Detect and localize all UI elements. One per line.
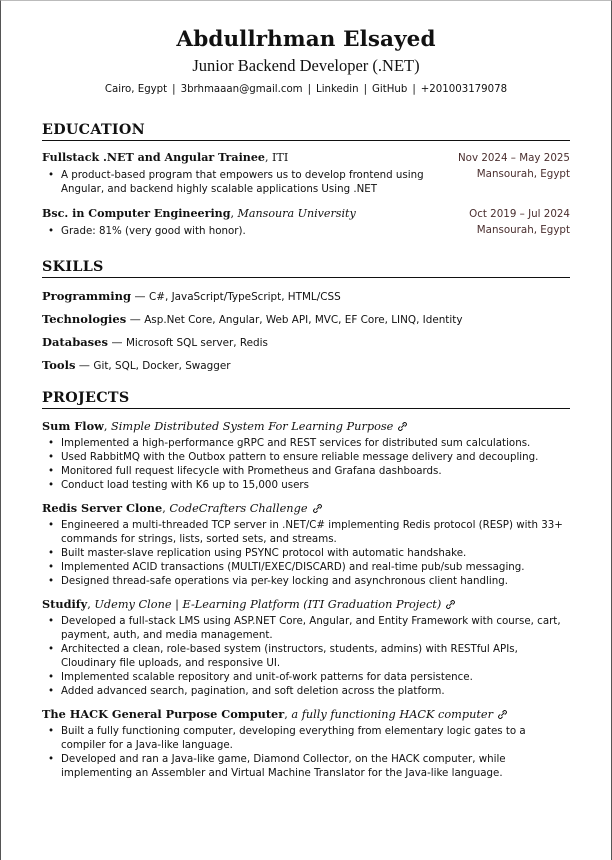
project-entry [42, 419, 570, 492]
contact-phone[interactable]: +201003179078 [420, 84, 508, 95]
project-name: Studify [42, 597, 88, 611]
project-bullet: • Developed and ran a Java-like game, Diamond Collector, on the HACK computer, while implementing an Assembler and Virtual Machine Translator for the Java-like language. [42, 752, 570, 780]
project-bullet: • Used RabbitMQ with the Outbox pattern to ensure reliable message delivery and decoupling. [42, 450, 570, 464]
project-subtitle: CodeCrafters Challenge [169, 502, 308, 515]
skill-value: Microsoft SQL server, Redis [125, 337, 268, 349]
skill-row [42, 335, 570, 350]
link-icon[interactable] [446, 600, 455, 609]
project-entry [42, 597, 570, 698]
project-bullet: • Implemented scalable repository and unit-of-work patterns for data persistence. [42, 670, 570, 684]
project-name: The HACK General Purpose Computer [42, 707, 285, 721]
contact-separator: | [172, 84, 176, 95]
candidate-role: Junior Backend Developer (.NET) [192, 56, 420, 75]
skill-value: Asp.Net Core, Angular, Web API, MVC, EF Core, LINQ, Identity [144, 314, 463, 326]
project-name: Sum Flow [42, 419, 104, 433]
skill-row [42, 358, 570, 373]
education-institution: ITI [272, 151, 289, 164]
project-name: Redis Server Clone [42, 501, 163, 515]
skills-list [42, 289, 570, 373]
education-degree: Fullstack .NET and Angular Trainee [42, 151, 265, 164]
skill-value: Git, SQL, Docker, Swagger [93, 360, 231, 372]
education-location: Mansourah, Egypt [476, 168, 570, 180]
contact-email[interactable]: 3brhmaaan@gmail.com [180, 84, 303, 95]
contact-github-link[interactable]: GitHub [372, 84, 408, 95]
education-dates: Oct 2019 – Jul 2024 [469, 208, 570, 220]
skill-label: Databases [42, 335, 108, 349]
skill-row [42, 312, 570, 327]
education-bullet: • Grade: 81% (very good with honor). [42, 224, 570, 238]
education-section-title: EDUCATION [42, 121, 570, 141]
link-icon[interactable] [398, 422, 407, 431]
contact-separator: | [412, 84, 416, 95]
education-dates: Nov 2024 – May 2025 [457, 152, 570, 164]
project-subtitle: Udemy Clone | E-Learning Platform (ITI Graduation Project) [94, 598, 442, 611]
skill-label: Programming [42, 289, 132, 303]
education-location: Mansourah, Egypt [476, 224, 570, 236]
project-heading: Sum Flow, Simple Distributed System For Learning Purpose [42, 419, 570, 434]
project-subtitle: a fully functioning HACK computer [291, 708, 494, 721]
education-entry: Fullstack .NET and Angular Trainee, ITI Nov 2024 – May 2025 [42, 151, 570, 164]
project-bullet: • Engineered a multi-threaded TCP server in .NET/C# implementing Redis protocol (RESP) with 33+ commands for strings, lists, sorted sets, and streams. [42, 518, 570, 546]
education-details [42, 168, 570, 196]
contact-line [42, 83, 570, 97]
project-bullet: • Designed thread-safe operations via per-key locking and asynchronous client handling. [42, 574, 570, 588]
project-bullet: • Built master-slave replication using PSYNC protocol with automatic handshake. [42, 546, 570, 560]
project-bullet: • Built a fully functioning computer, developing everything from elementary logic gates to a compiler for a Java-like language. [42, 724, 570, 752]
skill-dash: — [126, 313, 145, 326]
skill-value: C#, JavaScript/TypeScript, HTML/CSS [149, 291, 341, 303]
contact-separator: | [363, 84, 368, 95]
project-bullet: • Conduct load testing with K6 up to 15,000 users [42, 478, 570, 492]
education-entry: Bsc. in Computer Engineering, Mansoura University Oct 2019 – Jul 2024 [42, 207, 570, 220]
skill-dash: — [75, 359, 94, 372]
projects-section-title: PROJECTS [42, 389, 570, 409]
project-bullet: • Implemented a high-performance gRPC and REST services for distributed sum calculations. [42, 436, 570, 450]
project-bullet: • Developed a full-stack LMS using ASP.NET Core, Angular, and Entity Framework with course, cart, payment, auth, and media management. [42, 614, 570, 642]
skill-label: Tools [42, 358, 76, 372]
education-institution: Mansoura University [237, 207, 356, 220]
project-subtitle: Simple Distributed System For Learning Purpose [111, 420, 394, 433]
link-icon[interactable] [498, 710, 507, 719]
project-heading: Studify, Udemy Clone | E-Learning Platform (ITI Graduation Project) [42, 597, 570, 612]
candidate-name: Abdullrhman Elsayed [176, 27, 436, 52]
project-heading: Redis Server Clone, CodeCrafters Challenge [42, 501, 570, 516]
project-entry [42, 707, 570, 780]
project-entry [42, 501, 570, 588]
education-degree: Bsc. in Computer Engineering [42, 207, 231, 220]
project-bullet: • Implemented ACID transactions (MULTI/EXEC/DISCARD) and real-time pub/sub messaging. [42, 560, 570, 574]
education-bullet: • A product-based program that empowers us to develop frontend using Angular, and backend highly scalable applications Using .NET [42, 168, 432, 196]
project-heading: The HACK General Purpose Computer, a fully functioning HACK computer [42, 707, 570, 722]
education-details [42, 224, 570, 238]
contact-location: Cairo, Egypt [104, 84, 168, 95]
contact-separator: | [307, 84, 312, 95]
skill-label: Technologies [42, 312, 127, 326]
project-bullet: • Architected a clean, role-based system (instructors, students, admins) with RESTful APIs, Cloudinary file uploads, and responsive UI. [42, 642, 570, 670]
project-bullet: • Added advanced search, pagination, and soft deletion across the platform. [42, 684, 570, 698]
skill-dash: — [131, 290, 150, 303]
contact-linkedin-link[interactable]: Linkedin [316, 84, 359, 95]
project-bullet: • Monitored full request lifecycle with Prometheus and Grafana dashboards. [42, 464, 570, 478]
skill-row [42, 289, 570, 304]
link-icon[interactable] [313, 504, 322, 513]
skills-section-title: SKILLS [42, 258, 570, 278]
skill-dash: — [107, 336, 126, 349]
